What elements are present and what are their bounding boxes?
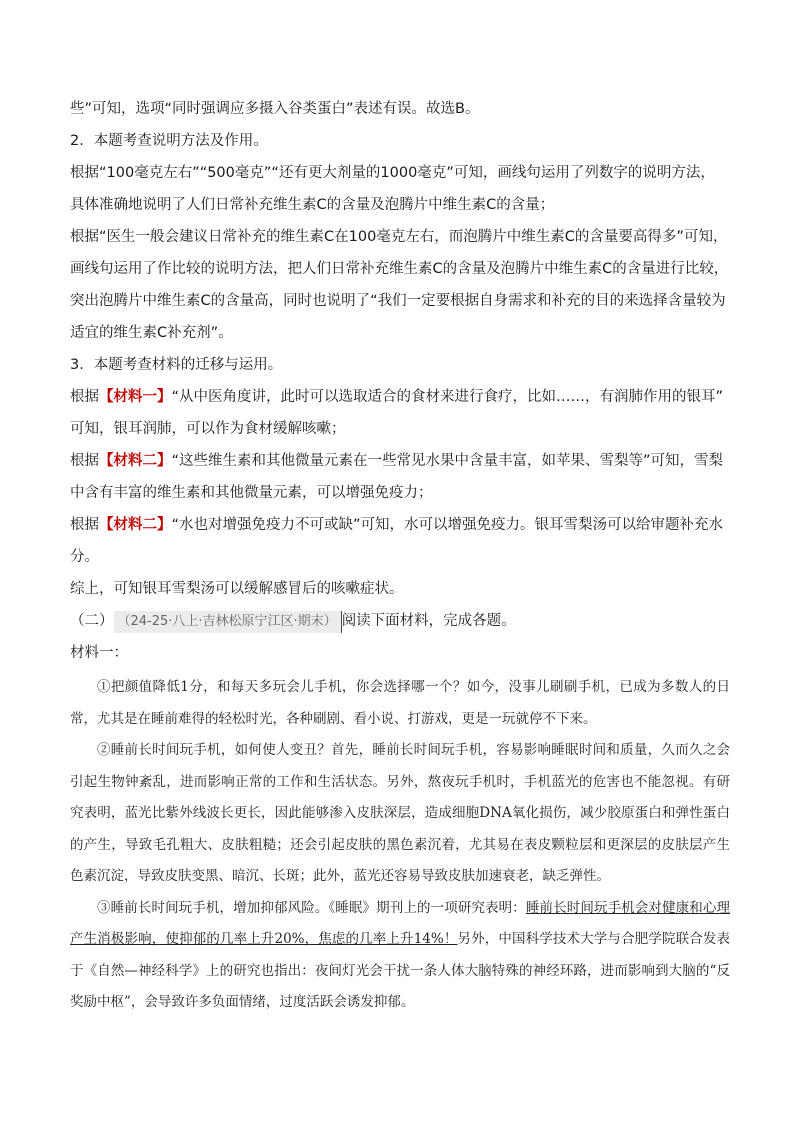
answer-text: 根据 xyxy=(70,389,99,405)
material-label: 材料一： xyxy=(70,645,128,661)
answer-line xyxy=(70,446,738,476)
answer-text: 根据 xyxy=(70,517,99,533)
material-body xyxy=(70,672,730,1019)
answer-line xyxy=(70,510,738,540)
question-2-heading: 2．本题考查说明方法及作用。 xyxy=(70,133,268,149)
answer-line: 根据“医生一般会建议日常补充的维生素C在100毫克左右，而泡腾片中维生素C的含量要高得多”可知， xyxy=(70,229,728,245)
section-instruction: 阅读下面材料，完成各题。 xyxy=(341,613,516,629)
answer-text: “水也对增强免疫力不可或缺”可知，水可以增强免疫力。银耳雪梨汤可以给审题补充水 xyxy=(171,517,724,533)
answer-line: 中含有丰富的维生素和其他微量元素，可以增强免疫力； xyxy=(70,485,433,501)
summary-line: 综上，可知银耳雪梨汤可以缓解感冒后的咳嗽症状。 xyxy=(70,581,404,597)
material-paragraph: ①把颜值降低1分，和每天多玩会儿手机，你会选择哪一个？如今，没事儿刷刷手机，已成为多数人的日常，尤其是在睡前难得的轻松时光，各种刷剧、看小说、打游戏，更是一玩就停不下来。 xyxy=(70,679,730,727)
source-tag: （24-25·八上·吉林松原宁江区·期末） xyxy=(114,611,342,633)
answer-text: “这些维生素和其他微量元素在一些常见水果中含量丰富，如苹果、雪梨等”可知，雪梨 xyxy=(171,453,724,469)
answer-text: 根据 xyxy=(70,453,99,469)
question-3-heading: 3．本题考查材料的迁移与运用。 xyxy=(70,357,283,373)
section-header xyxy=(70,606,738,636)
answer-line: 具体准确地说明了人们日常补充维生素C的含量及泡腾片中维生素C的含量； xyxy=(70,197,555,213)
answer-line: 分。 xyxy=(70,549,99,565)
answer-line xyxy=(70,382,738,412)
material-tag: 【材料一】 xyxy=(99,389,172,405)
material-paragraph: ②睡前长时间玩手机，如何使人变丑？首先，睡前长时间玩手机，容易影响睡眠时间和质量，久而久之会引起生物钟紊乱，进而影响正常的工作和生活状态。另外，熬夜玩手机时，手机蓝光的危害也不能忽视。有研究表明，蓝光比紫外线波长更长，因此能够渗入皮肤深层，造成细胞DNA氧化损伤，减少胶原蛋白和弹性蛋白的产生，导致毛孔粗大、皮肤粗糙；还会引起皮肤的黑色素沉着，尤其易在表皮颗粒层和更深层的皮肤层产生色素沉淀，导致皮肤变黑、暗沉、长斑；此外，蓝光还容易导致皮肤加速衰老，缺乏弹性。 xyxy=(70,742,730,884)
answer-line: 适宜的维生素C补充剂”。 xyxy=(70,325,233,341)
material-tag: 【材料二】 xyxy=(99,517,172,533)
paragraph-text: ③睡前长时间玩手机，增加抑郁风险。《睡眠》期刊上的一项研究表明： xyxy=(97,899,526,916)
answer-text: “从中医角度讲，此时可以选取适合的食材来进行食疗，比如……，有润肺作用的银耳” xyxy=(171,389,724,405)
answer-line: 突出泡腾片中维生素C的含量高，同时也说明了“我们一定要根据自身需求和补充的目的来选择含量较为 xyxy=(70,293,726,309)
section-number: （二） xyxy=(70,613,114,629)
paragraph-text: 另外，中国科学技术大学与合肥学院联合发表于《自然—神经科学》上的研究也指出：夜间灯光会干扰一条人体大脑特殊的神经环路，进而影响到大脑的“反奖励中枢”，会导致许多负面情绪，过度活跃会诱发抑郁。 xyxy=(70,931,730,1010)
answer-line: 可知，银耳润肺，可以作为食材缓解咳嗽； xyxy=(70,421,346,437)
material-tag: 【材料二】 xyxy=(99,453,172,469)
answer-line: 画线句运用了作比较的说明方法，把人们日常补充维生素C的含量及泡腾片中维生素C的含量进行比较， xyxy=(70,261,729,277)
underlined-sentence: 睡前长时间玩手机会对健康和心理产生消极影响，使抑郁的几率上升20%，焦虑的几率上升14%！ xyxy=(70,899,731,947)
material-paragraph xyxy=(70,893,730,1019)
answer-line: 根据“100毫克左右”“500毫克”“还有更大剂量的1000毫克”可知，画线句运用了列数字的说明方法， xyxy=(70,165,715,181)
answer-line: 些”可知，选项“同时强调应多摄入谷类蛋白”表述有误。故选B。 xyxy=(70,101,480,117)
